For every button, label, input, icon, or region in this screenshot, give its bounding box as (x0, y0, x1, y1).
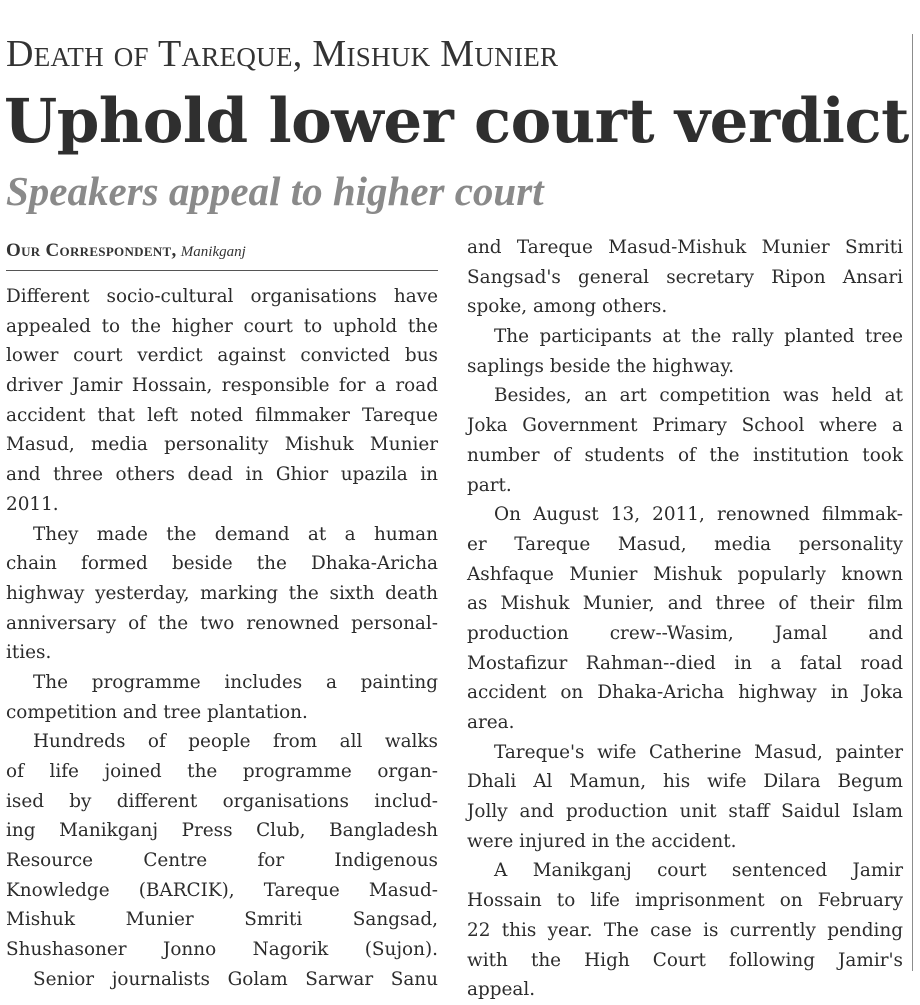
body-text-line: appealed to the higher court to uphold the (6, 315, 438, 337)
body-text-line: Ashfaque Munier Mishuk popularly known (467, 563, 903, 585)
body-text-line: and three others dead in Ghior upazila in (6, 464, 438, 486)
body-text-line: Resource Centre for Indigenous (6, 850, 438, 872)
body-text-line: accident on Dhaka-Aricha highway in Joka (467, 682, 903, 704)
body-text-line: er Tareque Masud, media personality (467, 533, 903, 555)
body-text-line: Mishuk Munier Smriti Sangsad, (6, 909, 438, 931)
body-text-line: area. (467, 712, 515, 733)
body-text-line: lower court verdict against convicted bus (6, 345, 438, 367)
body-text-line: of life joined the programme organ- (6, 761, 438, 782)
body-text-line: A Manikganj court sentenced Jamir (494, 860, 903, 882)
body-text-line: Senior journalists Golam Sarwar Sanu (33, 968, 438, 990)
body-text-line: appeal. (467, 979, 536, 1001)
body-text-line: driver Jamir Hossain, responsible for a road (6, 375, 438, 397)
body-text-line: number of students of the institution took (467, 444, 903, 466)
body-text-line: Masud, media personality Mishuk Munier (6, 434, 438, 456)
headline: Uphold lower court verdict (4, 86, 909, 157)
body-text-line: with the High Court following Jamir's (467, 949, 903, 971)
body-text-line: spoke, among others. (467, 296, 668, 318)
body-text-line: accident that left noted filmmaker Tareque (6, 404, 438, 426)
body-text-line: ised by different organisations includ- (6, 790, 438, 812)
body-text-line: They made the demand at a human (33, 523, 438, 545)
body-text-line: Tareque's wife Catherine Masud, painter (494, 741, 903, 763)
body-text-line: Jolly and production unit staff Saidul Islam (467, 801, 903, 823)
body-text-line: Hundreds of people from all walks (33, 731, 438, 753)
body-text-line: Mostafizur Rahman--died in a fatal road (467, 652, 903, 674)
column-rule (912, 34, 913, 971)
body-text-line: part. (467, 474, 512, 496)
byline-author: Our Correspondent, (6, 240, 177, 261)
body-text-line: as Mishuk Munier, and three of their film (467, 593, 903, 615)
subheadline: Speakers appeal to higher court (6, 168, 544, 214)
body-text-line: and Tareque Masud-Mishuk Munier Smriti (467, 237, 903, 258)
body-text-line: Besides, an art competition was held at (494, 385, 903, 407)
byline-location: Manikganj (180, 244, 246, 260)
body-text-line: 2011. (6, 493, 59, 515)
body-text-line: Joka Government Primary School where a (467, 415, 903, 437)
body-text-line: The programme includes a painting (33, 671, 438, 693)
body-text-line: anniversary of the two renowned personal- (6, 612, 438, 634)
body-column-left (6, 282, 438, 995)
kicker: Death of Tareque, Mishuk Munier (6, 33, 559, 75)
body-text-line: saplings beside the highway. (467, 355, 735, 377)
body-text-line: On August 13, 2011, renowned filmmak- (494, 504, 903, 526)
body-text-line: ities. (6, 642, 52, 664)
body-text-line: Shushasoner Jonno Nagorik (Sujon). (6, 939, 438, 961)
body-text-line: production crew--Wasim, Jamal and (467, 622, 903, 644)
body-column-right (467, 233, 903, 1005)
body-text-line: Different socio-cultural organisations have (6, 286, 438, 307)
body-text-line: chain formed beside the Dhaka-Aricha (6, 553, 438, 575)
body-text-line: The participants at the rally planted tree (494, 326, 903, 348)
body-text-line: were injured in the accident. (467, 830, 737, 852)
body-text-line: highway yesterday, marking the sixth death (6, 582, 438, 604)
byline (6, 240, 246, 263)
body-text-line: Dhali Al Mamun, his wife Dilara Begum (467, 771, 903, 793)
byline-divider (6, 270, 438, 271)
body-text-line: 22 this year. The case is currently pending (467, 919, 903, 941)
body-text-line: Sangsad's general secretary Ripon Ansari (467, 266, 903, 288)
body-text-line: Hossain to life imprisonment on February (467, 890, 903, 912)
body-text-line: competition and tree plantation. (6, 701, 308, 723)
body-text-line: Knowledge (BARCIK), Tareque Masud- (6, 879, 438, 901)
body-text-line: ing Manikganj Press Club, Bangladesh (6, 820, 438, 842)
